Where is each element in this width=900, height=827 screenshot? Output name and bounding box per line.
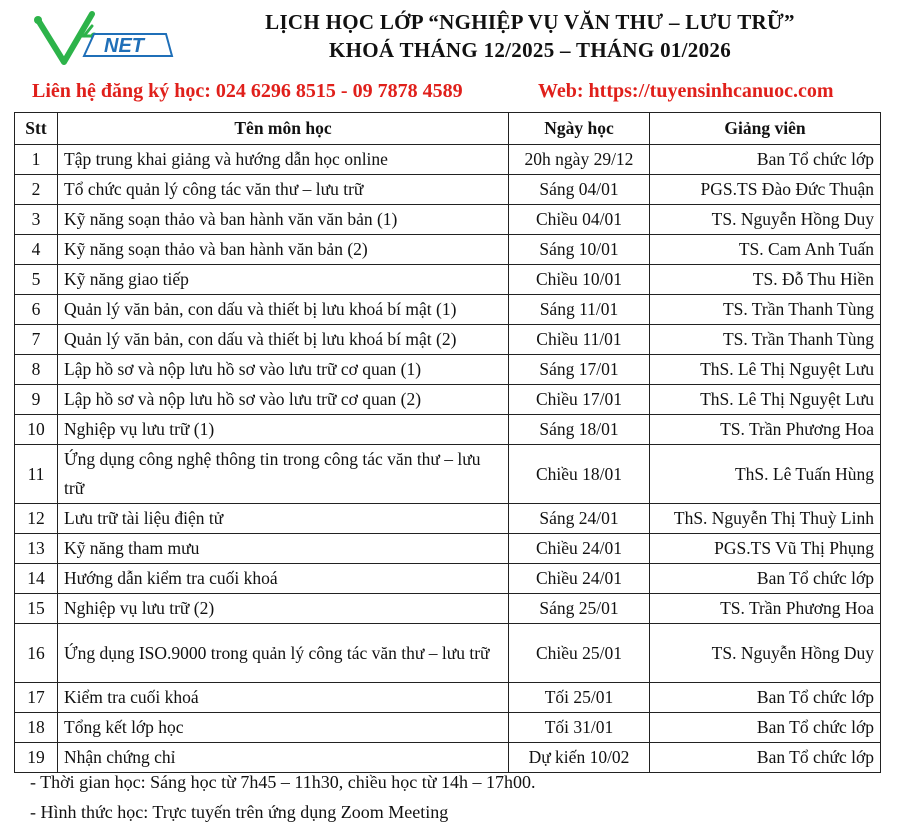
cell-stt: 18	[15, 713, 58, 743]
logo-text: NET	[104, 35, 144, 57]
cell-date: Chiều 24/01	[509, 564, 650, 594]
cell-stt: 7	[15, 325, 58, 355]
table-row	[15, 355, 881, 385]
cell-stt: 12	[15, 504, 58, 534]
cell-lecturer: ThS. Nguyễn Thị Thuỳ Linh	[650, 504, 881, 534]
cell-subject: Ứng dụng công nghệ thông tin trong công tác văn thư – lưu trữ	[58, 445, 509, 504]
cell-subject: Hướng dẫn kiểm tra cuối khoá	[58, 564, 509, 594]
cell-subject: Quản lý văn bản, con dấu và thiết bị lưu khoá bí mật (1)	[58, 295, 509, 325]
cell-stt: 17	[15, 683, 58, 713]
cell-lecturer: PGS.TS Vũ Thị Phụng	[650, 534, 881, 564]
col-header-lecturer: Giảng viên	[650, 113, 881, 145]
schedule-table	[14, 112, 881, 773]
cell-date: Sáng 10/01	[509, 235, 650, 265]
table-row	[15, 265, 881, 295]
cell-subject: Tập trung khai giảng và hướng dẫn học online	[58, 145, 509, 175]
table-row	[15, 205, 881, 235]
cell-date: Chiều 11/01	[509, 325, 650, 355]
cell-stt: 15	[15, 594, 58, 624]
contact-line	[32, 80, 872, 103]
cell-lecturer: ThS. Lê Thị Nguyệt Lưu	[650, 355, 881, 385]
table-row	[15, 594, 881, 624]
cell-lecturer: PGS.TS Đào Đức Thuận	[650, 175, 881, 205]
cell-subject: Tổ chức quản lý công tác văn thư – lưu trữ	[58, 175, 509, 205]
cell-date: Sáng 25/01	[509, 594, 650, 624]
vnet-logo	[34, 6, 174, 68]
cell-lecturer: Ban Tổ chức lớp	[650, 713, 881, 743]
table-row	[15, 175, 881, 205]
cell-subject: Quản lý văn bản, con dấu và thiết bị lưu khoá bí mật (2)	[58, 325, 509, 355]
table-header-row	[15, 113, 881, 145]
cell-stt: 16	[15, 624, 58, 683]
page-title	[180, 8, 880, 64]
cell-subject: Kỹ năng tham mưu	[58, 534, 509, 564]
cell-stt: 9	[15, 385, 58, 415]
cell-lecturer: ThS. Lê Thị Nguyệt Lưu	[650, 385, 881, 415]
cell-date: Tối 31/01	[509, 713, 650, 743]
table-row	[15, 445, 881, 504]
cell-subject: Lập hồ sơ và nộp lưu hồ sơ vào lưu trữ cơ quan (2)	[58, 385, 509, 415]
cell-subject: Nhận chứng chỉ	[58, 743, 509, 773]
cell-subject: Kỹ năng giao tiếp	[58, 265, 509, 295]
cell-subject: Kỹ năng soạn thảo và ban hành văn bản (2)	[58, 235, 509, 265]
cell-stt: 8	[15, 355, 58, 385]
cell-lecturer: Ban Tổ chức lớp	[650, 145, 881, 175]
title-line-2: KHOÁ THÁNG 12/2025 – THÁNG 01/2026	[328, 38, 732, 62]
cell-date: Chiều 25/01	[509, 624, 650, 683]
cell-date: Chiều 17/01	[509, 385, 650, 415]
contact-phone: Liên hệ đăng ký học: 024 6296 8515 - 09 7878 4589	[32, 80, 463, 102]
cell-stt: 10	[15, 415, 58, 445]
cell-stt: 6	[15, 295, 58, 325]
table-row	[15, 624, 881, 683]
cell-subject: Nghiệp vụ lưu trữ (2)	[58, 594, 509, 624]
cell-lecturer: TS. Trần Thanh Tùng	[650, 325, 881, 355]
table-row	[15, 145, 881, 175]
cell-subject: Nghiệp vụ lưu trữ (1)	[58, 415, 509, 445]
notes	[30, 767, 535, 827]
cell-lecturer: TS. Trần Thanh Tùng	[650, 295, 881, 325]
table-row	[15, 564, 881, 594]
cell-date: Sáng 04/01	[509, 175, 650, 205]
cell-date: Dự kiến 10/02	[509, 743, 650, 773]
cell-lecturer: Ban Tổ chức lớp	[650, 683, 881, 713]
cell-lecturer: TS. Trần Phương Hoa	[650, 594, 881, 624]
cell-stt: 19	[15, 743, 58, 773]
note-time: - Thời gian học: Sáng học từ 7h45 – 11h30, chiều học từ 14h – 17h00.	[30, 772, 536, 792]
cell-lecturer: TS. Trần Phương Hoa	[650, 415, 881, 445]
cell-stt: 13	[15, 534, 58, 564]
cell-subject: Kiểm tra cuối khoá	[58, 683, 509, 713]
cell-stt: 14	[15, 564, 58, 594]
cell-subject: Ứng dụng ISO.9000 trong quản lý công tác văn thư – lưu trữ	[58, 624, 509, 683]
cell-date: Sáng 17/01	[509, 355, 650, 385]
note-format: - Hình thức học: Trực tuyến trên ứng dụng Zoom Meeting	[30, 802, 449, 822]
table-row	[15, 683, 881, 713]
cell-lecturer: TS. Nguyễn Hồng Duy	[650, 624, 881, 683]
col-header-date: Ngày học	[509, 113, 650, 145]
cell-date: Sáng 24/01	[509, 504, 650, 534]
cell-lecturer: Ban Tổ chức lớp	[650, 564, 881, 594]
col-header-subject: Tên môn học	[58, 113, 509, 145]
contact-web-link[interactable]: Web: https://tuyensinhcanuoc.com	[538, 80, 834, 102]
cell-date: Sáng 11/01	[509, 295, 650, 325]
cell-stt: 2	[15, 175, 58, 205]
table-row	[15, 295, 881, 325]
cell-stt: 4	[15, 235, 58, 265]
cell-date: Chiều 24/01	[509, 534, 650, 564]
cell-stt: 11	[15, 445, 58, 504]
cell-subject: Kỹ năng soạn thảo và ban hành văn văn bản (1)	[58, 205, 509, 235]
table-row	[15, 534, 881, 564]
cell-lecturer: ThS. Lê Tuấn Hùng	[650, 445, 881, 504]
cell-subject: Lưu trữ tài liệu điện tử	[58, 504, 509, 534]
table-row	[15, 713, 881, 743]
cell-stt: 3	[15, 205, 58, 235]
cell-date: Chiều 04/01	[509, 205, 650, 235]
table-row	[15, 504, 881, 534]
cell-lecturer: TS. Cam Anh Tuấn	[650, 235, 881, 265]
cell-subject: Lập hồ sơ và nộp lưu hồ sơ vào lưu trữ cơ quan (1)	[58, 355, 509, 385]
cell-date: Sáng 18/01	[509, 415, 650, 445]
cell-date: Chiều 18/01	[509, 445, 650, 504]
cell-stt: 5	[15, 265, 58, 295]
cell-date: Tối 25/01	[509, 683, 650, 713]
cell-date: 20h ngày 29/12	[509, 145, 650, 175]
cell-stt: 1	[15, 145, 58, 175]
cell-lecturer: TS. Nguyễn Hồng Duy	[650, 205, 881, 235]
cell-subject: Tổng kết lớp học	[58, 713, 509, 743]
title-line-1: LỊCH HỌC LỚP “NGHIỆP VỤ VĂN THƯ – LƯU TRỮ”	[265, 10, 795, 34]
cell-lecturer: Ban Tổ chức lớp	[650, 743, 881, 773]
table-row	[15, 385, 881, 415]
cell-date: Chiều 10/01	[509, 265, 650, 295]
table-row	[15, 235, 881, 265]
col-header-stt: Stt	[15, 113, 58, 145]
table-row	[15, 415, 881, 445]
cell-lecturer: TS. Đỗ Thu Hiền	[650, 265, 881, 295]
table-row	[15, 325, 881, 355]
